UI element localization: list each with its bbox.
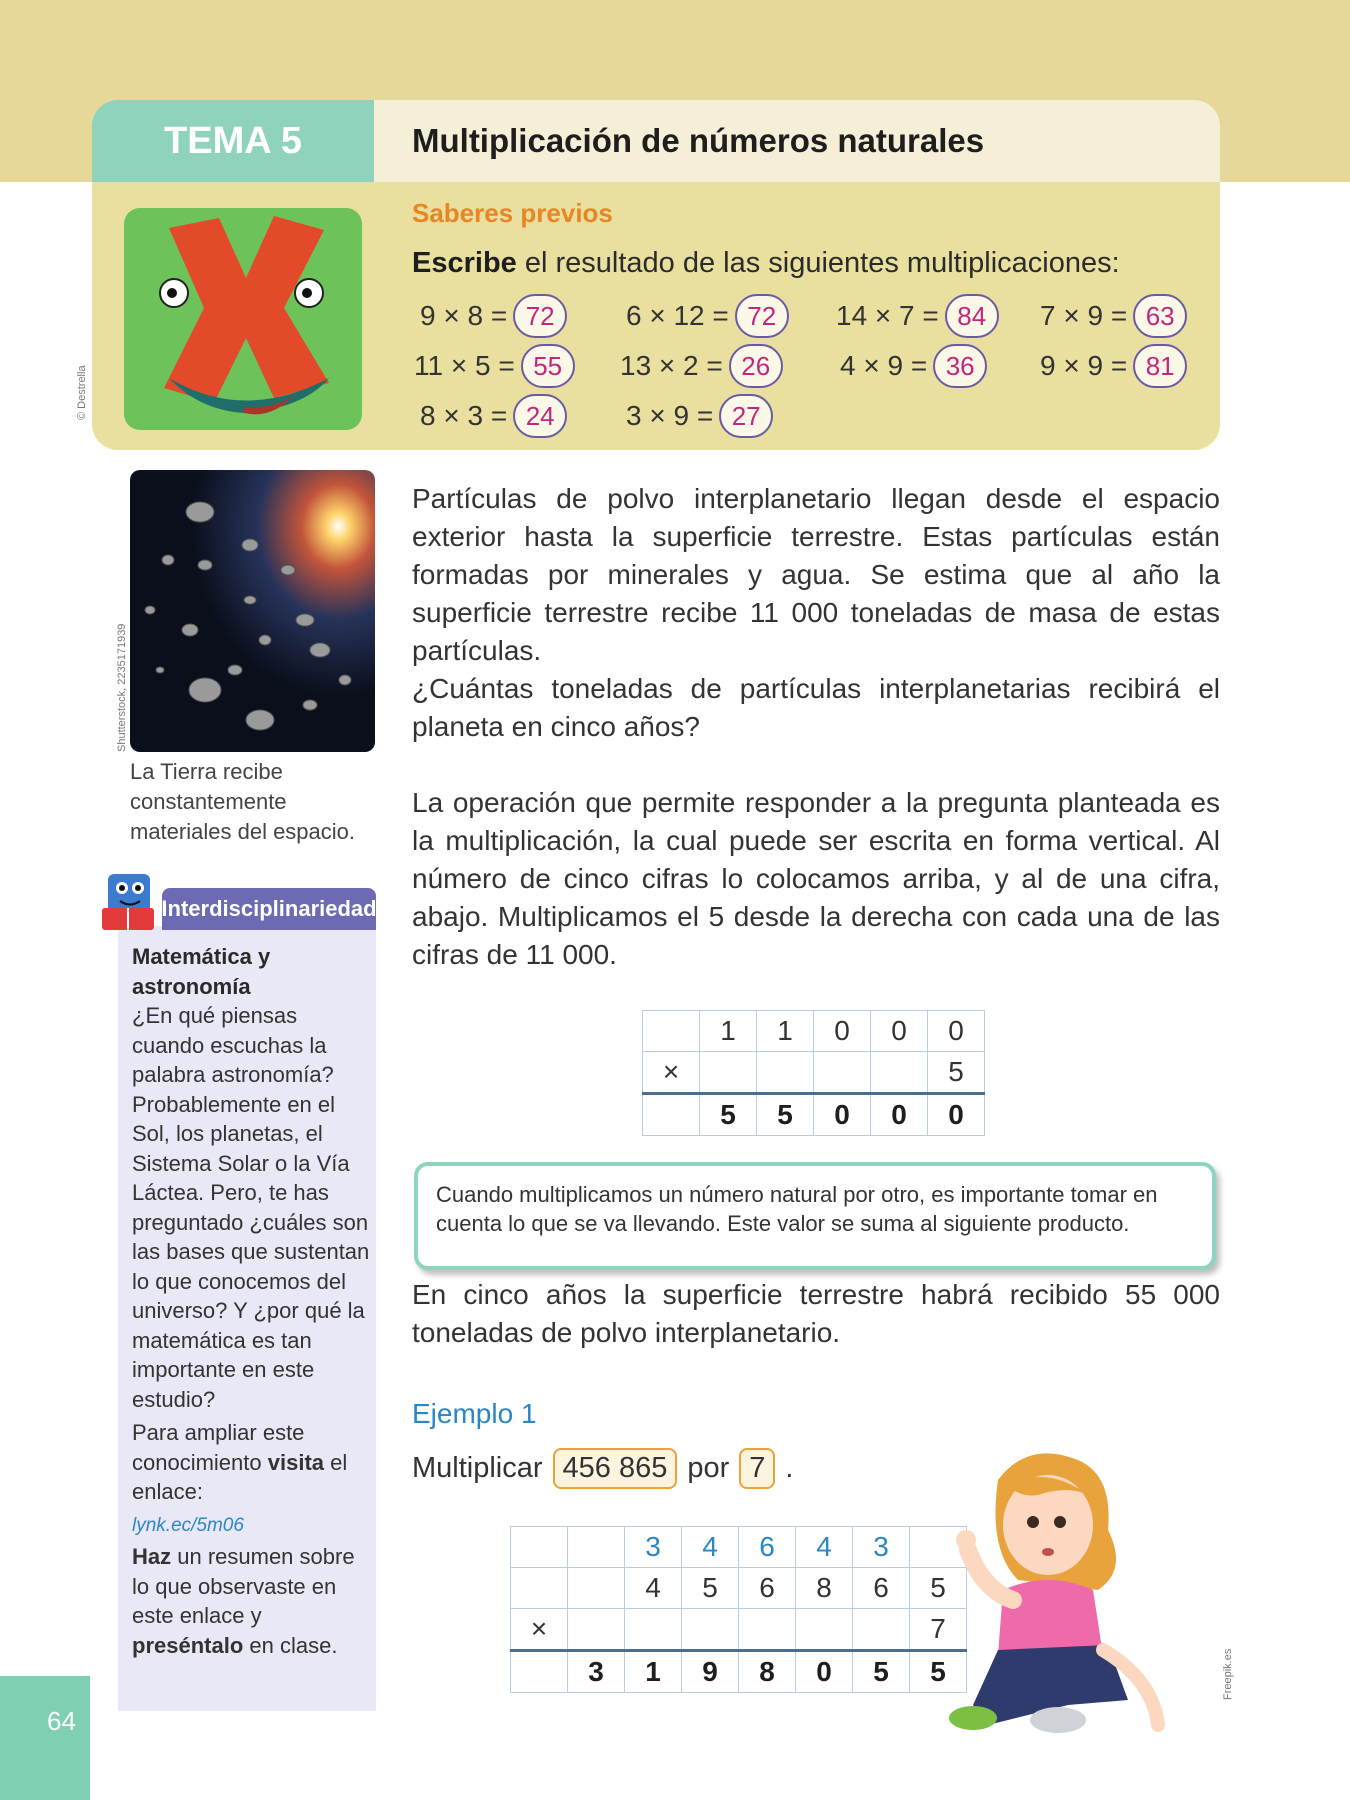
answer-6[interactable]: 26 [729, 344, 783, 388]
asteroid-photo [130, 470, 375, 752]
interdisciplinariedad-content [132, 942, 372, 1660]
op-8: 9 × 9 = 81 [1040, 344, 1187, 388]
multiplication-table-2 [510, 1526, 967, 1693]
note-text: Cuando multiplicamos un número natural por otro, es importante tomar en cuenta lo que se va llevando. Este valor se suma al siguiente producto. [436, 1182, 1158, 1236]
op-3: 14 × 7 = 84 [836, 294, 999, 338]
op-7: 4 × 9 = 36 [840, 344, 987, 388]
header-box [92, 100, 1220, 450]
op-4: 7 × 9 = 63 [1040, 294, 1187, 338]
book-mascot-icon [94, 868, 164, 938]
note-box [414, 1162, 1216, 1270]
table1-row-2: × 5 [643, 1052, 985, 1094]
answer-4[interactable]: 63 [1133, 294, 1187, 338]
paragraph-1: Partículas de polvo interplanetario llegan desde el espacio exterior hasta la superficie terrestre. Estas partículas están formadas por minerales y agua. Se estima que al año la superficie terrestre recibe 11 000 toneladas de masa de estas partículas. [412, 483, 1220, 666]
inter-link[interactable]: lynk.ec/5m06 [132, 1514, 244, 1536]
num1-box: 456 865 [553, 1448, 678, 1489]
answer-2[interactable]: 72 [735, 294, 789, 338]
girl-illustration [928, 1440, 1188, 1740]
ejemplo-title: Ejemplo 1 [412, 1398, 537, 1429]
photo-caption: La Tierra recibe constantemente materiales del espacio. [130, 759, 356, 844]
answer-9[interactable]: 24 [513, 394, 567, 438]
saberes-heading: Saberes previos [412, 198, 613, 228]
page-number-tab [0, 1676, 90, 1800]
mascot-credit: © Destrella [76, 365, 88, 420]
instruction-verb: Escribe [412, 247, 517, 279]
instruction [412, 247, 1120, 280]
op-6: 13 × 2 = 26 [620, 344, 783, 388]
red-x-icon [164, 216, 329, 403]
table2-carry-row: 3 4 6 4 3 [511, 1527, 967, 1568]
inter-haz: Haz un resumen sobre lo que observaste en este enlace y preséntalo en clase. [132, 1544, 355, 1658]
answer-8[interactable]: 81 [1133, 344, 1187, 388]
op-2: 6 × 12 = 72 [626, 294, 789, 338]
table1-result-row: 5 5 0 0 0 [643, 1094, 985, 1136]
table2-row-2: × 7 [511, 1609, 967, 1651]
page-title: Multiplicación de números naturales [374, 100, 1220, 182]
table1-row-1: 1 1 0 0 0 [643, 1011, 985, 1052]
paragraph-3: La operación que permite responder a la pregunta planteada es la multiplicación, la cual puede ser escrita en forma vertical. Al número de cinco cifras lo colocamos arriba, y al de una cifra, abajo. Multiplicamos el 5 desde la derecha con cada una de las cifras de 11 000. [412, 787, 1220, 970]
answer-3[interactable]: 84 [945, 294, 999, 338]
ejemplo-statement: Multiplicar 456 865 por 7 . [412, 1448, 793, 1489]
answer-1[interactable]: 72 [513, 294, 567, 338]
paragraph-2: ¿Cuántas toneladas de partículas interplanetarias recibirá el planeta en cinco años? [412, 673, 1220, 742]
table2-result-row: 3 1 9 8 0 5 5 [511, 1651, 967, 1693]
inter-ampliar: Para ampliar este conocimiento visita el enlace: [132, 1420, 348, 1504]
multiplication-table-1 [642, 1010, 985, 1136]
answer-7[interactable]: 36 [933, 344, 987, 388]
interdisciplinariedad-tab: Interdisciplinariedad [162, 888, 376, 930]
inter-body: ¿En qué piensas cuando escuchas la palabra astronomía? Probablemente en el Sol, los planetas, el Sistema Solar o la Vía Láctea. Pero, te has preguntado ¿cuáles son las bases que sustentan lo que conocemos del universo? Y ¿por qué la matemática es tan importante en este estudio? [132, 1003, 370, 1412]
op-1: 9 × 8 = 72 [420, 294, 567, 338]
mascot-image [124, 208, 362, 430]
num2-box: 7 [739, 1448, 775, 1489]
inter-heading: Matemática y astronomía [132, 944, 271, 999]
op-5: 11 × 5 = 55 [414, 344, 575, 388]
girl-credit: Freepik.es [1222, 1648, 1234, 1700]
photo-credit: Shutterstock, 2235171939 [116, 623, 128, 752]
tema-label: TEMA 5 [92, 100, 374, 182]
page-number: 64 [47, 1706, 76, 1736]
op-10: 3 × 9 = 27 [626, 394, 773, 438]
answer-5[interactable]: 55 [521, 344, 575, 388]
instruction-text: el resultado de las siguientes multiplicaciones: [516, 247, 1120, 279]
table2-row-1: 4 5 6 8 6 5 [511, 1568, 967, 1609]
answer-10[interactable]: 27 [719, 394, 773, 438]
op-9: 8 × 3 = 24 [420, 394, 567, 438]
paragraph-4: En cinco años la superficie terrestre habrá recibido 55 000 toneladas de polvo interplanetario. [412, 1279, 1220, 1348]
